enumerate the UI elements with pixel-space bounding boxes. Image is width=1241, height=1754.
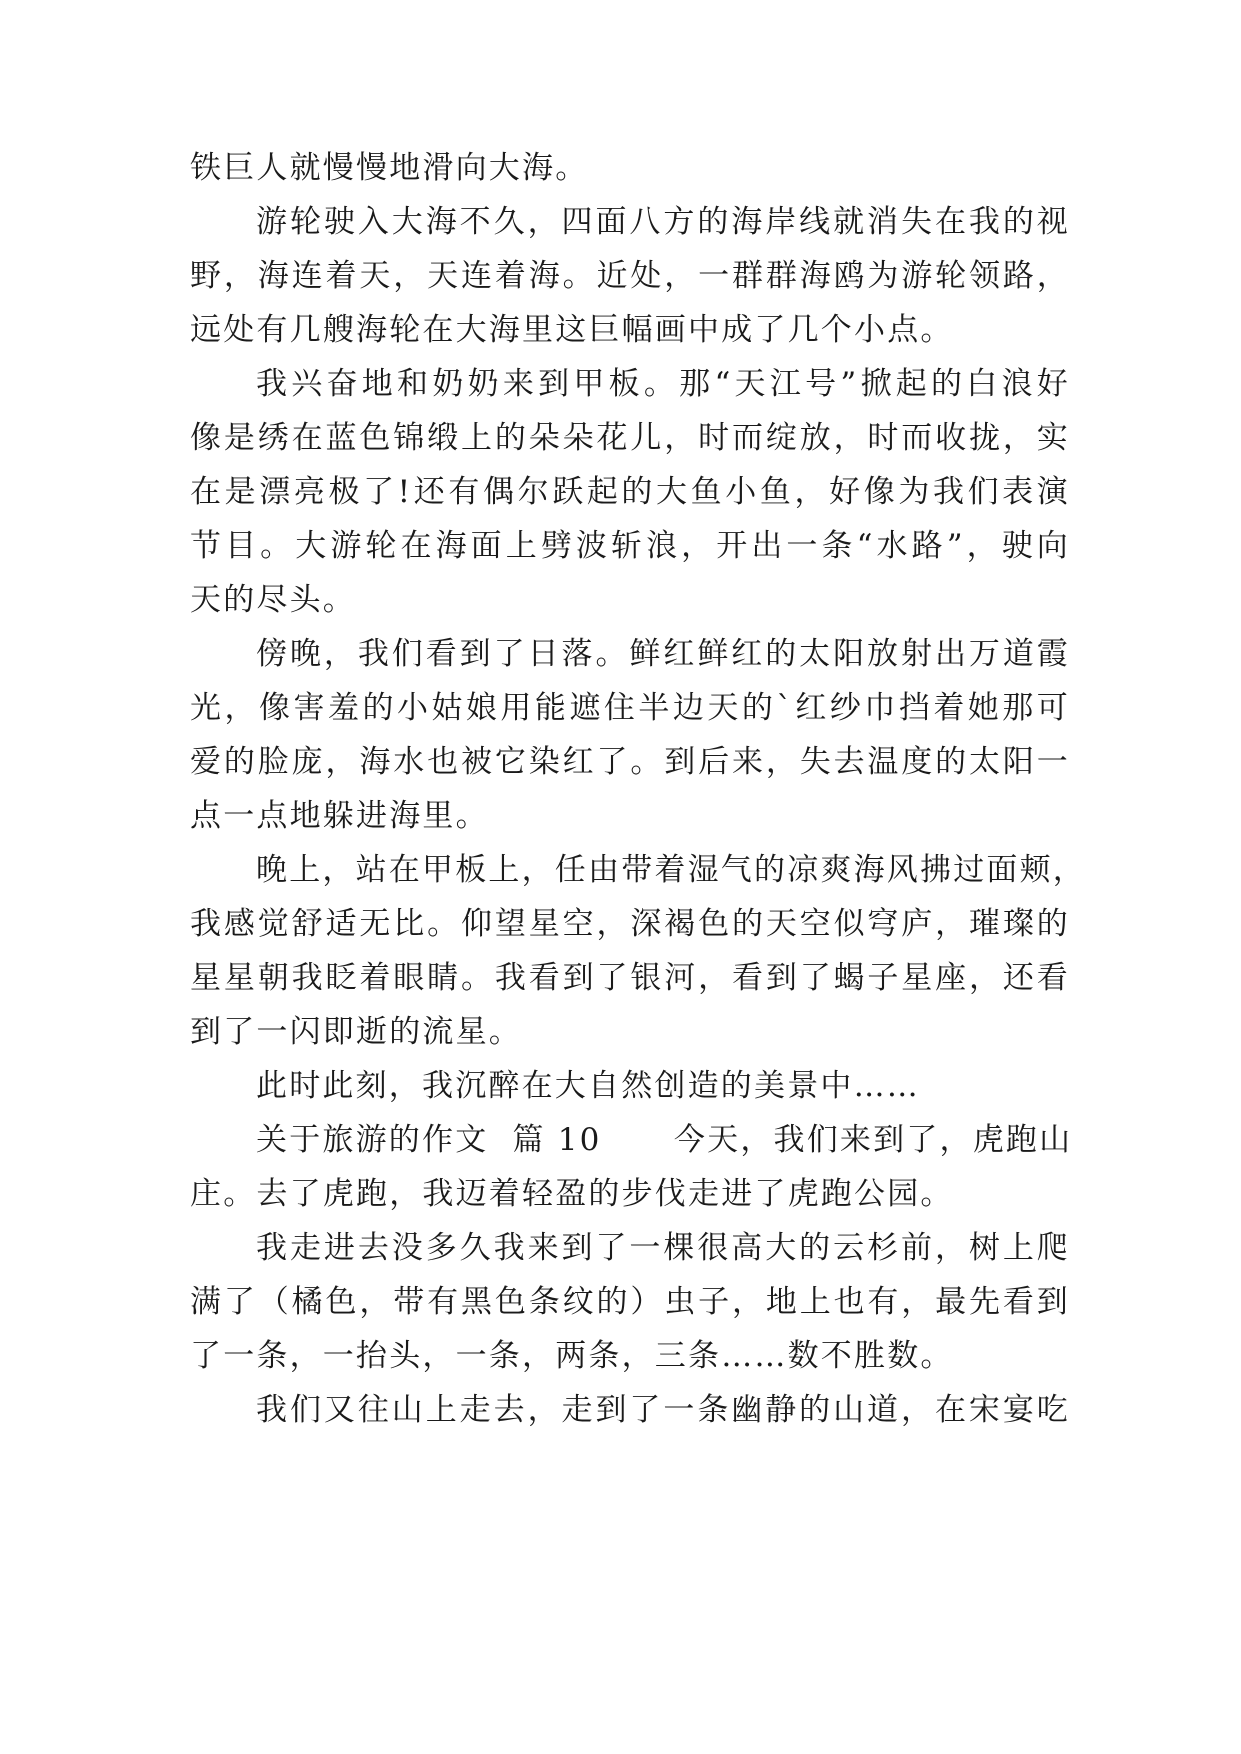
text-line: 爱的脸庞，海水也被它染红了。到后来，失去温度的太阳一: [190, 744, 1070, 780]
text-line: 远处有几艘海轮在大海里这巨幅画中成了几个小点。: [190, 312, 954, 348]
text-line: 我兴奋地和奶奶来到甲板。那“天江号”掀起的白浪好: [256, 366, 1070, 402]
text-line: 晚上，站在甲板上，任由带着湿气的凉爽海风拂过面颊，: [256, 852, 1086, 888]
text-line: 天的尽头。: [190, 582, 356, 618]
text-line: 光，像害羞的小姑娘用能遮住半边天的`红纱巾挡着她那可: [190, 690, 1070, 726]
text-line: 我感觉舒适无比。仰望星空，深褐色的天空似穹庐，璀璨的: [190, 906, 1070, 942]
text-line: 野，海连着天，天连着海。近处，一群群海鸥为游轮领路，: [190, 258, 1070, 294]
text-line: 傍晚，我们看到了日落。鲜红鲜红的太阳放射出万道霞: [256, 636, 1070, 672]
text-line: 我走进去没多久我来到了一棵很高大的云杉前，树上爬: [256, 1230, 1070, 1266]
text-line: 星星朝我眨着眼睛。我看到了银河，看到了蝎子星座，还看: [190, 960, 1070, 996]
text-line: 我们又往山上走去，走到了一条幽静的山道，在宋宴吃: [256, 1392, 1070, 1428]
text-line: 庄。去了虎跑，我迈着轻盈的步伐走进了虎跑公园。: [190, 1176, 954, 1212]
text-line: 点一点地躲进海里。: [190, 798, 489, 834]
text-line: 了一条，一抬头，一条，两条，三条……数不胜数。: [190, 1338, 954, 1374]
text-line: 像是绣在蓝色锦缎上的朵朵花儿，时而绽放，时而收拢，实: [190, 420, 1070, 456]
text-line: 此时此刻，我沉醉在大自然创造的美景中……: [256, 1068, 920, 1104]
text-line: 到了一闪即逝的流星。: [190, 1014, 522, 1050]
text-line: 满了（橘色，带有黑色条纹的）虫子，地上也有，最先看到: [190, 1284, 1070, 1320]
text-line: 节目。大游轮在海面上劈波斩浪，开出一条“水路”，驶向: [190, 528, 1070, 564]
text-line: 在是漂亮极了!还有偶尔跃起的大鱼小鱼，好像为我们表演: [190, 474, 1070, 510]
section-heading-line: 关于旅游的作文 篇 10 今天，我们来到了，虎跑山: [256, 1122, 1073, 1158]
text-line: 游轮驶入大海不久，四面八方的海岸线就消失在我的视: [256, 204, 1070, 240]
text-line: 铁巨人就慢慢地滑向大海。: [190, 150, 589, 186]
